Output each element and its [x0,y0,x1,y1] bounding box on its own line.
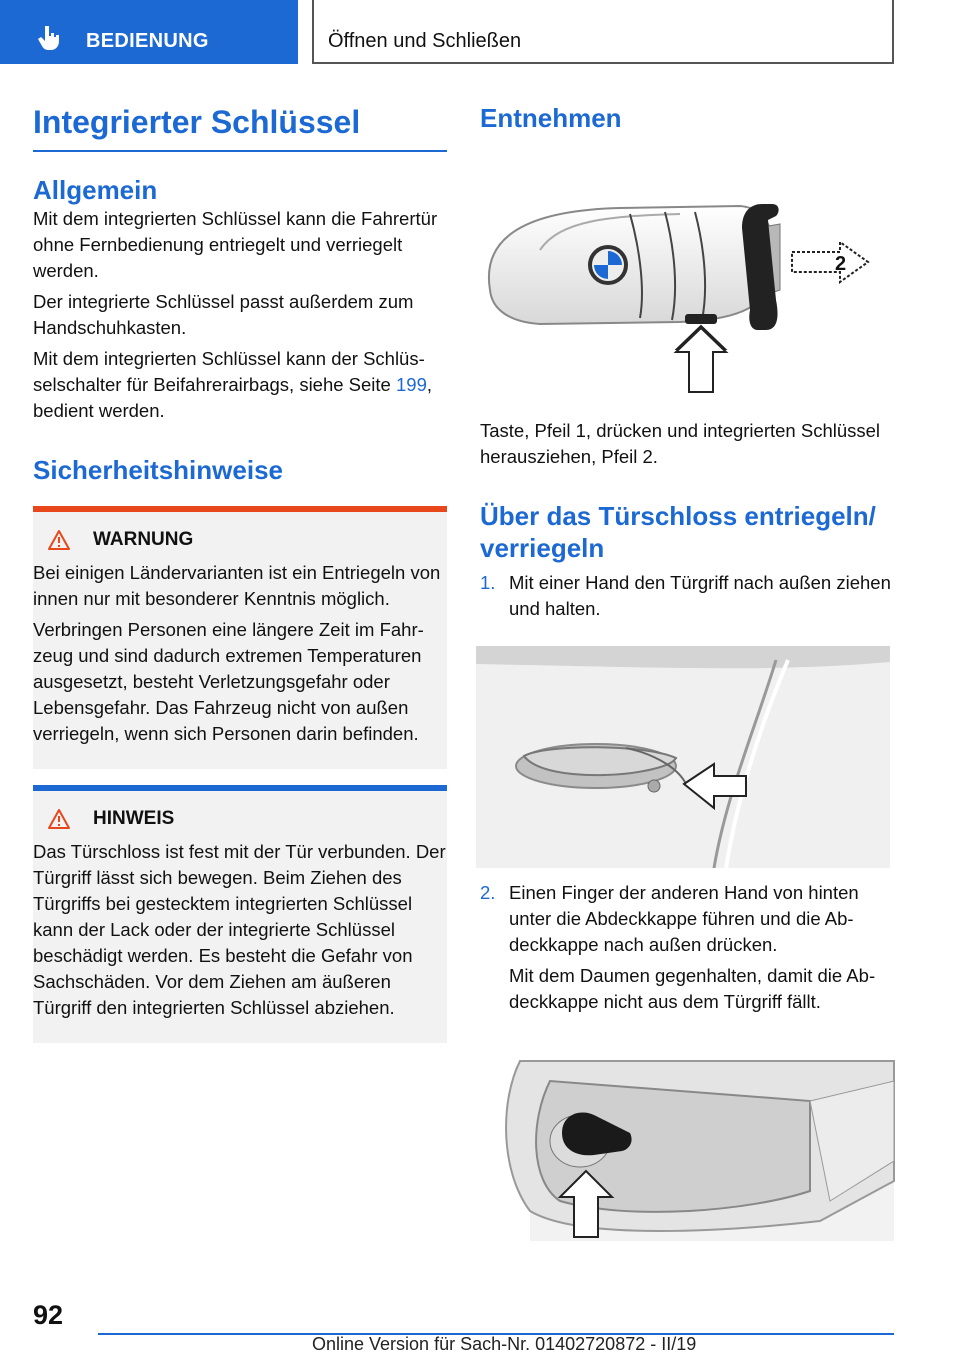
heading-sicherheitshinweise: Sicherheitshinweise [33,455,283,485]
paragraph [33,346,447,424]
note-header [33,805,447,833]
paragraph: Das Türschloss ist fest mit der Tür verbunden. Der Türgriff lässt sich bewegen. Beim Ziehen des Türgriffs bei gestecktem integrierten Schlüssel kann der Lack oder der integrierte Schlüssel beschädigt werden. Es besteht die Gefahr von Sachschäden. Vor dem Ziehen am äußeren Türgriff den integrierten Schlüssel abziehen. [33,841,446,1018]
steps-list [480,880,894,1015]
step-text: Einen Finger der anderen Hand von hinten unter die Abdeckkappe führen und die Abdeckkappe nach außen drücken. [509,882,859,955]
warning-box [33,506,447,769]
chapter-label: Öffnen und Schließen [328,30,522,52]
heading-entnehmen: Entnehmen [480,103,622,133]
cover-cap-image [490,1041,904,1241]
door-handle-image [476,646,890,868]
heading-tuerschloss: Über das Türschloss entriegeln/ verriegeln [480,501,876,563]
section-tab [0,0,298,64]
steps-list [480,570,894,622]
section-label: BEDIENUNG [86,30,209,52]
note-box [33,785,447,1043]
right-column [480,100,894,1241]
list-item [480,570,894,622]
step-extra: Mit dem Daumen gegenhalten, damit die Abdeckkappe nicht aus dem Türgriff fällt. [509,965,876,1012]
chapter-header [312,0,894,64]
footer-text: Online Version für Sach-Nr. 01402720872 - II/19 [312,1334,697,1354]
warning-header [33,526,447,554]
step-number: 1. [480,572,496,593]
paragraph: Der integrierte Schlüssel passt außerdem zum Handschuhkasten. [33,291,414,338]
step-number: 2. [480,882,496,903]
warning-label: WARNUNG [93,529,194,550]
paragraph: Mit dem integrierten Schlüssel kann die Fahrertür ohne Fernbedienung entriegelt und verriegelt werden. [33,208,438,281]
heading-allgemein: Allgemein [33,175,158,205]
note-label: HINWEIS [93,808,175,829]
list-item [480,880,894,1015]
step-text: Mit einer Hand den Türgriff nach außen ziehen und halten. [509,572,891,619]
page-title: Integrierter Schlüssel [33,100,447,152]
paragraph: Verbringen Personen eine längere Zeit im Fahrzeug und sind dadurch extremen Temperaturen ausgesetzt, besteht Verletzungsgefahr oder Lebensgefahr. Das Fahrzeug nicht von außen verriegeln, wenn sich Personen darin befinden. [33,619,424,744]
left-column [33,100,447,1043]
key-image [480,150,894,350]
arrow-up-icon [480,326,894,400]
warning-triangle-icon [47,808,71,830]
warning-triangle-icon [47,529,71,551]
text: , bedient werden. [33,374,433,421]
arrow-label-2: 2 [835,253,847,275]
paragraph: Bei einigen Ländervarianten ist ein Entriegeln von innen nur mit besonderer Kenntnis möglich. [33,562,441,609]
hand-pointer-icon [36,24,64,52]
text: Mit dem integrierten Schlüssel kann der Schlüsselschalter für Beifahrerairbags, siehe Seite [33,348,425,395]
caption: Taste, Pfeil 1, drücken und integrierten Schlüssel herausziehen, Pfeil 2. [480,420,881,467]
page-number: 92 [33,1300,64,1330]
page-link[interactable]: 199 [396,374,427,395]
